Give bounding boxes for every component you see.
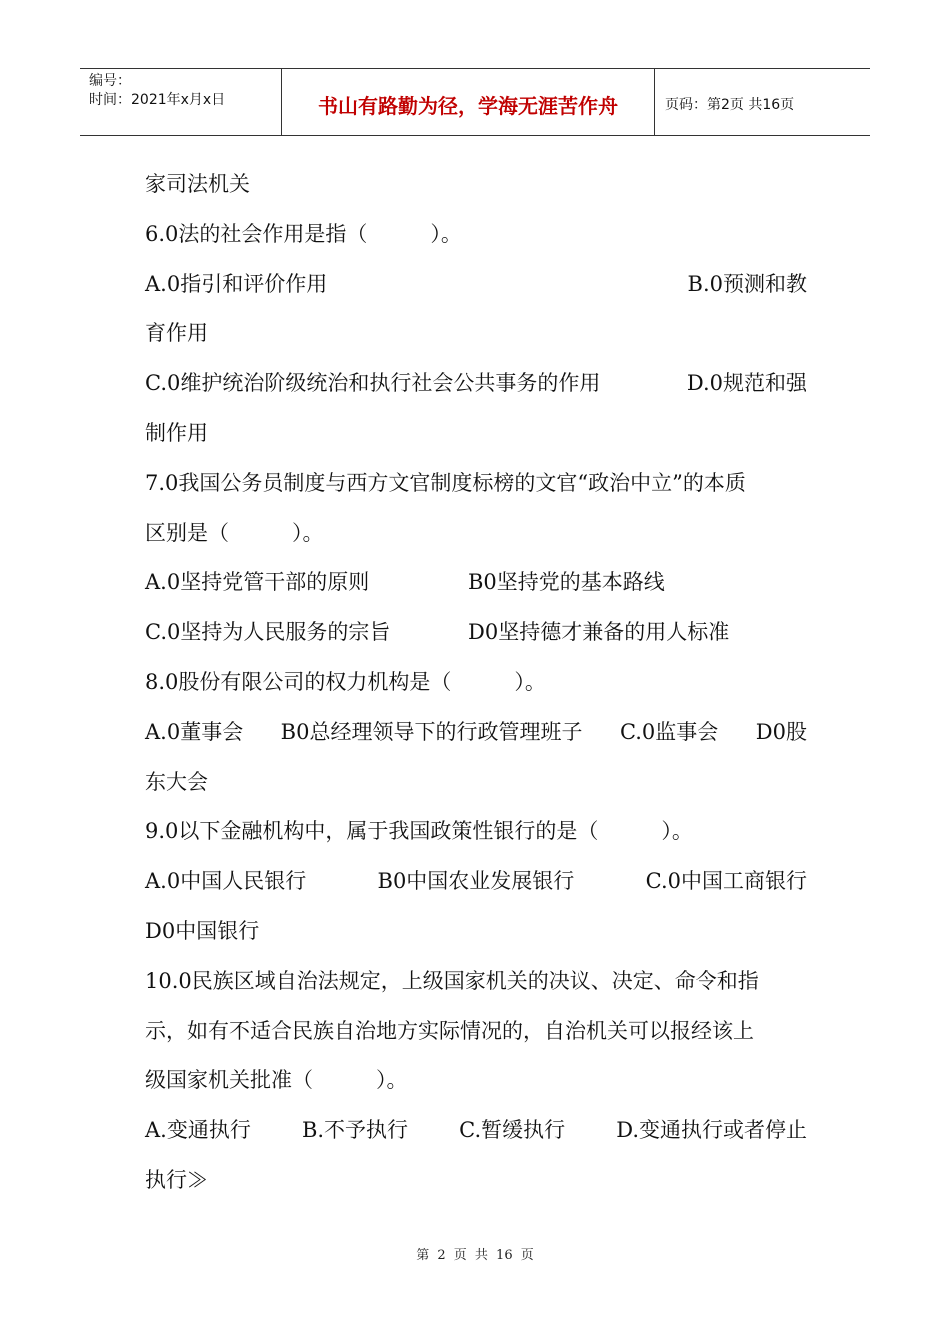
text-line: 家司法机关 [145,172,250,196]
option-b: B.不予执行 [301,1118,409,1143]
options-row [145,359,807,409]
options-row [145,857,807,907]
option-c: C.暂缓执行 [459,1118,566,1143]
text-line: 制作用 [145,420,208,445]
text-line: 育作用 [145,321,208,346]
option-a: A.变通执行 [145,1118,251,1143]
text-line: 区别是（ ）。 [145,520,324,545]
option-b: B.0预测和教 [687,271,807,296]
question-6: 6.0法的社会作用是指（ ）。 [145,221,462,246]
option-b: B0坚持党的基本路线 [468,570,665,595]
option-c: C.0监事会 [619,719,719,744]
option-c: C.0中国工商银行 [645,869,807,894]
text-line: 东大会 [145,769,208,794]
option-d: D.0规范和强 [686,371,807,396]
option-d: D0股 [755,719,807,744]
options-row [145,1106,807,1156]
text-line: 级国家机关批准（ ）。 [145,1068,408,1093]
question-7: 7.0我国公务员制度与西方文官制度标榜的文官“政治中立”的本质 [145,470,746,495]
document-number-label: 编号： [89,73,131,89]
document-date: 时间：2021年x月x日 [89,92,226,108]
page-footer: 第 2 页 共 16 页 [416,1248,534,1263]
option-d: D.变通执行或者停止 [616,1118,807,1143]
option-c: C.0维护统治阶级统治和执行社会公共事务的作用 [145,371,601,396]
option-d: D0坚持德才兼备的用人标准 [468,620,730,645]
option-a: A.0坚持党管干部的原则 [145,570,370,595]
text-line: 示，如有不适合民族自治地方实际情况的，自治机关可以报经该上 [145,1018,754,1043]
document-body [145,160,807,1206]
question-10: 10.0民族区域自治法规定，上级国家机关的决议、决定、命令和指 [145,968,759,993]
options-row [145,260,807,310]
header-motto: 书山有路勤为径，学海无涯苦作舟 [282,69,655,135]
question-8: 8.0股份有限公司的权力机构是（ ）。 [145,669,546,694]
option-b: B0中国农业发展银行 [377,869,575,894]
option-d: D0中国银行 [145,918,260,943]
option-c: C.0坚持为人民服务的宗旨 [145,620,391,645]
option-a: A.0中国人民银行 [145,869,307,894]
options-row [145,558,807,608]
option-a: A.0董事会 [145,719,244,744]
text-line: 执行≫ [145,1167,208,1192]
header-meta [80,69,282,135]
question-9: 9.0以下金融机构中，属于我国政策性银行的是（ ）。 [145,819,693,844]
options-row [145,708,807,758]
option-b: B0总经理领导下的行政管理班子 [280,719,583,744]
header-page-info: 页码：第2页 共16页 [665,97,795,113]
options-row [145,608,807,658]
option-a: A.0指引和评价作用 [145,271,328,296]
page-header [80,68,870,136]
